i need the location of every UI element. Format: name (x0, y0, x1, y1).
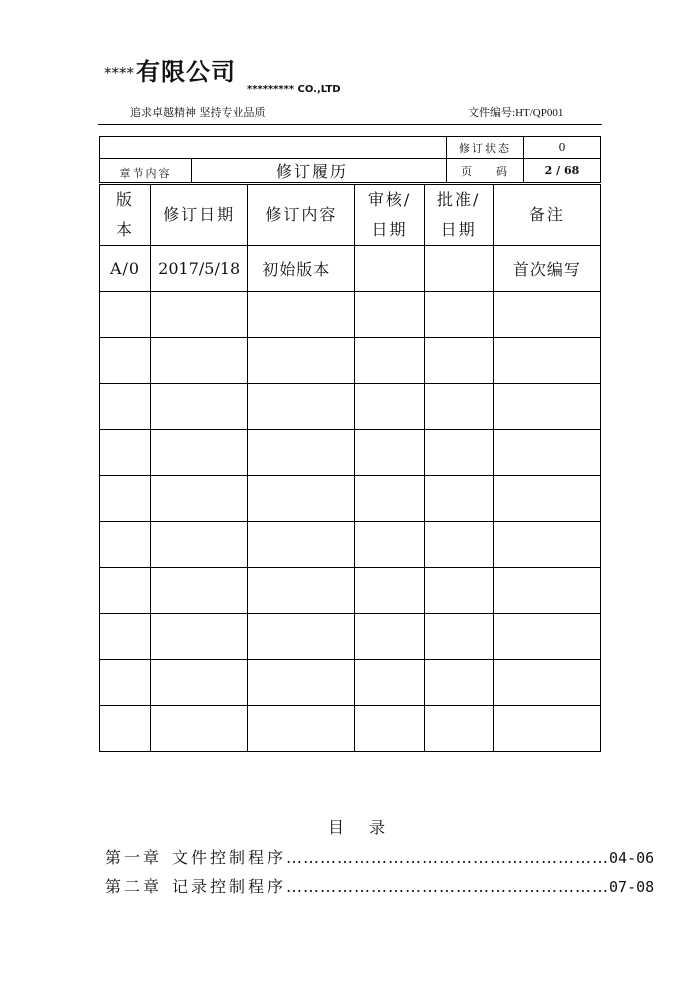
header-review-date (355, 185, 424, 246)
toc-page-range: 04-06 (609, 849, 655, 867)
document-number-label: 文件编号: (468, 107, 516, 119)
document-info-table (99, 136, 601, 183)
toc-chapter-name: 文件控制程序 (172, 848, 287, 867)
header-divider (98, 124, 602, 125)
toc-leader-dots: ………………………………………………… (286, 848, 610, 867)
row-version: A/0 (100, 246, 151, 292)
toc-chapter: 第一章 (105, 848, 163, 867)
header-revision-content: 修订内容 (248, 185, 355, 246)
row-date: 2017/5/18 (151, 246, 248, 292)
table-row (100, 706, 601, 752)
table-row (100, 614, 601, 660)
header-approve-date (424, 185, 493, 246)
toc-title: 目 录 (328, 818, 396, 837)
header-review-line-2: 日期 (371, 220, 408, 239)
header-remark: 备注 (493, 185, 600, 246)
company-prefix: **** (104, 64, 134, 82)
row-content: 初始版本 (248, 246, 355, 292)
revision-header-row (100, 185, 601, 246)
table-row (100, 568, 601, 614)
header-approve-line-2: 日期 (440, 220, 477, 239)
row-approve (424, 246, 493, 292)
row-remark: 首次编写 (493, 246, 600, 292)
table-row (100, 660, 601, 706)
page-number-value: 2 / 68 (524, 159, 601, 183)
toc-item[interactable] (105, 845, 655, 868)
table-row (100, 384, 601, 430)
row-review (355, 246, 424, 292)
table-row (100, 430, 601, 476)
header-version-line-2: 本 (116, 220, 135, 239)
section-title: 修订履历 (192, 159, 447, 183)
header-review-line-1: 审核/ (367, 190, 412, 209)
page-label-part-2: 码 (496, 164, 509, 178)
toc-leader-dots: ………………………………………………… (286, 877, 610, 896)
chapter-content-label: 章节内容 (100, 159, 192, 183)
document-number-value: HT/QP001 (515, 107, 564, 119)
table-row (100, 476, 601, 522)
table-row (100, 522, 601, 568)
toc-page-range: 07-08 (609, 878, 655, 896)
company-name: 有限公司 (136, 58, 236, 86)
revision-status-value: 0 (524, 137, 601, 159)
toc-chapter: 第二章 (105, 877, 163, 896)
page-label (447, 159, 524, 183)
revision-history-table (99, 184, 601, 752)
table-row (100, 292, 601, 338)
info-blank-cell (100, 137, 447, 159)
revision-status-label: 修订状态 (447, 137, 524, 159)
company-english-name: ********* CO.,LTD (247, 84, 341, 95)
document-number (468, 104, 563, 120)
page-label-part-1: 页 (461, 164, 474, 178)
table-row (100, 338, 601, 384)
toc-chapter-name: 记录控制程序 (172, 877, 287, 896)
header-version-line-1: 版 (116, 190, 135, 209)
header-revision-date: 修订日期 (151, 185, 248, 246)
header-approve-line-1: 批准/ (436, 190, 481, 209)
header-version (100, 185, 151, 246)
company-slogan: 追求卓越精神 坚持专业品质 (130, 106, 266, 119)
toc-item[interactable] (105, 874, 655, 897)
table-row (100, 246, 601, 292)
